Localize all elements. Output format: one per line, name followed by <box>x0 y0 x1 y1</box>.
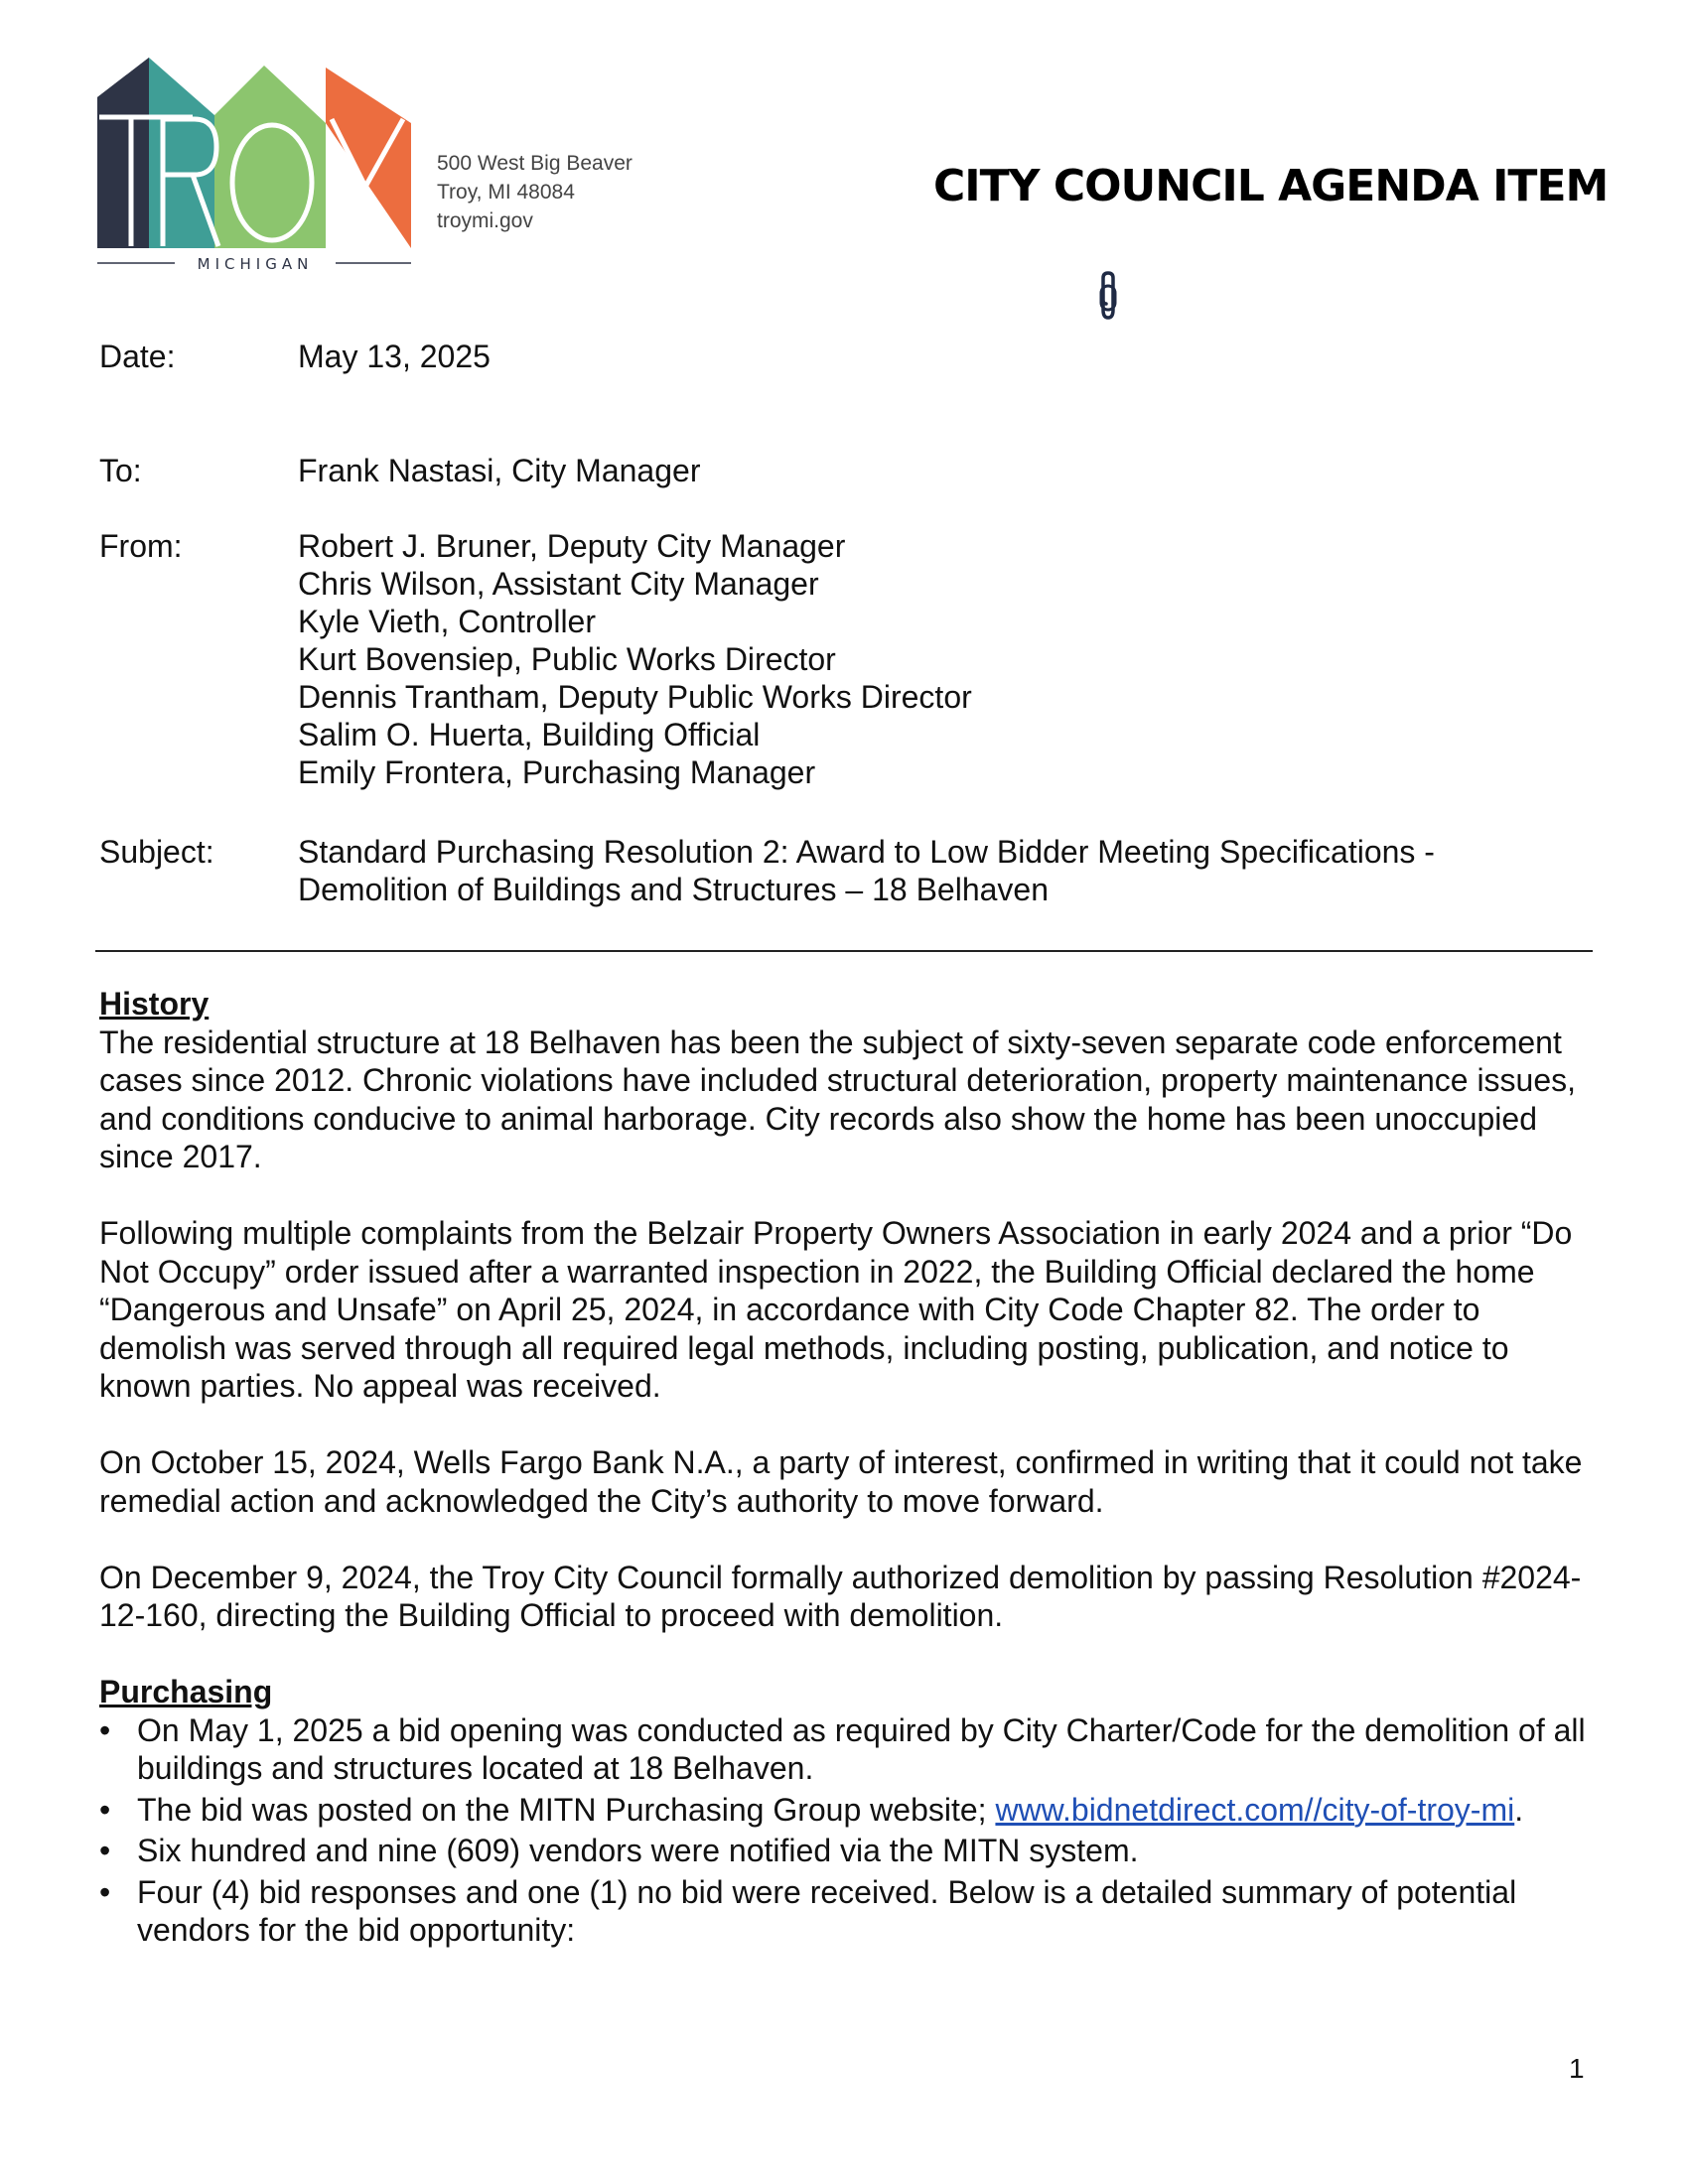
from-item: Emily Frontera, Purchasing Manager <box>298 754 816 790</box>
address-city: Troy, MI 48084 <box>437 181 575 204</box>
memo-body <box>99 985 1599 1953</box>
purchasing-list <box>99 1711 1599 1950</box>
troy-logo <box>97 58 411 274</box>
subject-line: Demolition of Buildings and Structures – 18 Belhaven <box>298 872 1049 907</box>
city-address <box>437 149 633 235</box>
list-item <box>99 1873 1599 1950</box>
history-heading: History <box>99 986 210 1022</box>
to-label: To: <box>99 453 142 488</box>
bullet-text: The bid was posted on the MITN Purchasing Group website; <box>137 1791 996 1828</box>
history-paragraph: Following multiple complaints from the Belzair Property Owners Association in early 2024 and a prior “Do Not Occupy” order issued after a warranted inspection in 2022, the Building Official declared the home “Dangerous and Unsafe” on April 25, 2024, in accordance with City Code Chapter 82. The order to demolish was served through all required legal methods, including posting, publication, and notice to known parties. No appeal was received. <box>99 1215 1573 1404</box>
header-divider <box>95 950 1593 952</box>
from-item: Kurt Bovensiep, Public Works Director <box>298 641 836 677</box>
bullet-glyph: • <box>99 1873 111 1910</box>
from-item: Kyle Vieth, Controller <box>298 604 596 639</box>
history-paragraph: The residential structure at 18 Belhaven has been the subject of sixty-seven separate code enforcement cases since 2012. Chronic violations have included structural deterioration, property maintenance issues, and conditions conducive to animal harborage. City records also show the home has been unoccupied since 2017. <box>99 1024 1577 1174</box>
address-street: 500 West Big Beaver <box>437 152 633 175</box>
bullet-text: Six hundred and nine (609) vendors were notified via the MITN system. <box>137 1833 1139 1868</box>
bullet-glyph: • <box>99 1711 111 1748</box>
bullet-glyph: • <box>99 1791 111 1828</box>
bidnet-link[interactable]: www.bidnetdirect.com//city-of-troy-mi <box>995 1791 1515 1828</box>
list-item <box>99 1711 1599 1788</box>
history-paragraph: On October 15, 2024, Wells Fargo Bank N.A., a party of interest, confirmed in writing that it could not take remedial action and acknowledged the City’s authority to move forward. <box>99 1444 1583 1519</box>
address-website[interactable]: troymi.gov <box>437 209 533 232</box>
subject-value <box>298 833 1609 908</box>
page-number: 1 <box>1569 2053 1585 2084</box>
list-item <box>99 1791 1599 1830</box>
bullet-text: On May 1, 2025 a bid opening was conducted as required by City Charter/Code for the demolition of all buildings and structures located at 18 Belhaven. <box>137 1711 1586 1786</box>
from-item: Robert J. Bruner, Deputy City Manager <box>298 528 846 564</box>
list-item <box>99 1832 1599 1870</box>
date-value: May 13, 2025 <box>298 339 491 374</box>
from-item: Chris Wilson, Assistant City Manager <box>298 566 819 602</box>
subject-label: Subject: <box>99 834 214 870</box>
purchasing-heading: Purchasing <box>99 1674 273 1709</box>
bullet-text: Four (4) bid responses and one (1) no bid were received. Below is a detailed summary of potential vendors for the bid opportunity: <box>137 1873 1517 1948</box>
bullet-glyph: • <box>99 1833 111 1868</box>
logo-subtext: MICHIGAN <box>197 255 314 273</box>
agenda-title: CITY COUNCIL AGENDA ITEM <box>933 161 1609 211</box>
bullet-suffix: . <box>1514 1791 1524 1828</box>
history-paragraph: On December 9, 2024, the Troy City Council formally authorized demolition by passing Resolution #2024-12-160, directing the Building Official to proceed with demolition. <box>99 1559 1582 1633</box>
from-list <box>298 527 1609 791</box>
from-label: From: <box>99 528 183 564</box>
subject-line: Standard Purchasing Resolution 2: Award to Low Bidder Meeting Specifications - <box>298 834 1435 870</box>
paperclip-icon[interactable] <box>1095 270 1121 322</box>
to-value: Frank Nastasi, City Manager <box>298 453 701 488</box>
date-label: Date: <box>99 339 176 374</box>
from-item: Salim O. Huerta, Building Official <box>298 717 761 752</box>
from-item: Dennis Trantham, Deputy Public Works Director <box>298 679 972 715</box>
